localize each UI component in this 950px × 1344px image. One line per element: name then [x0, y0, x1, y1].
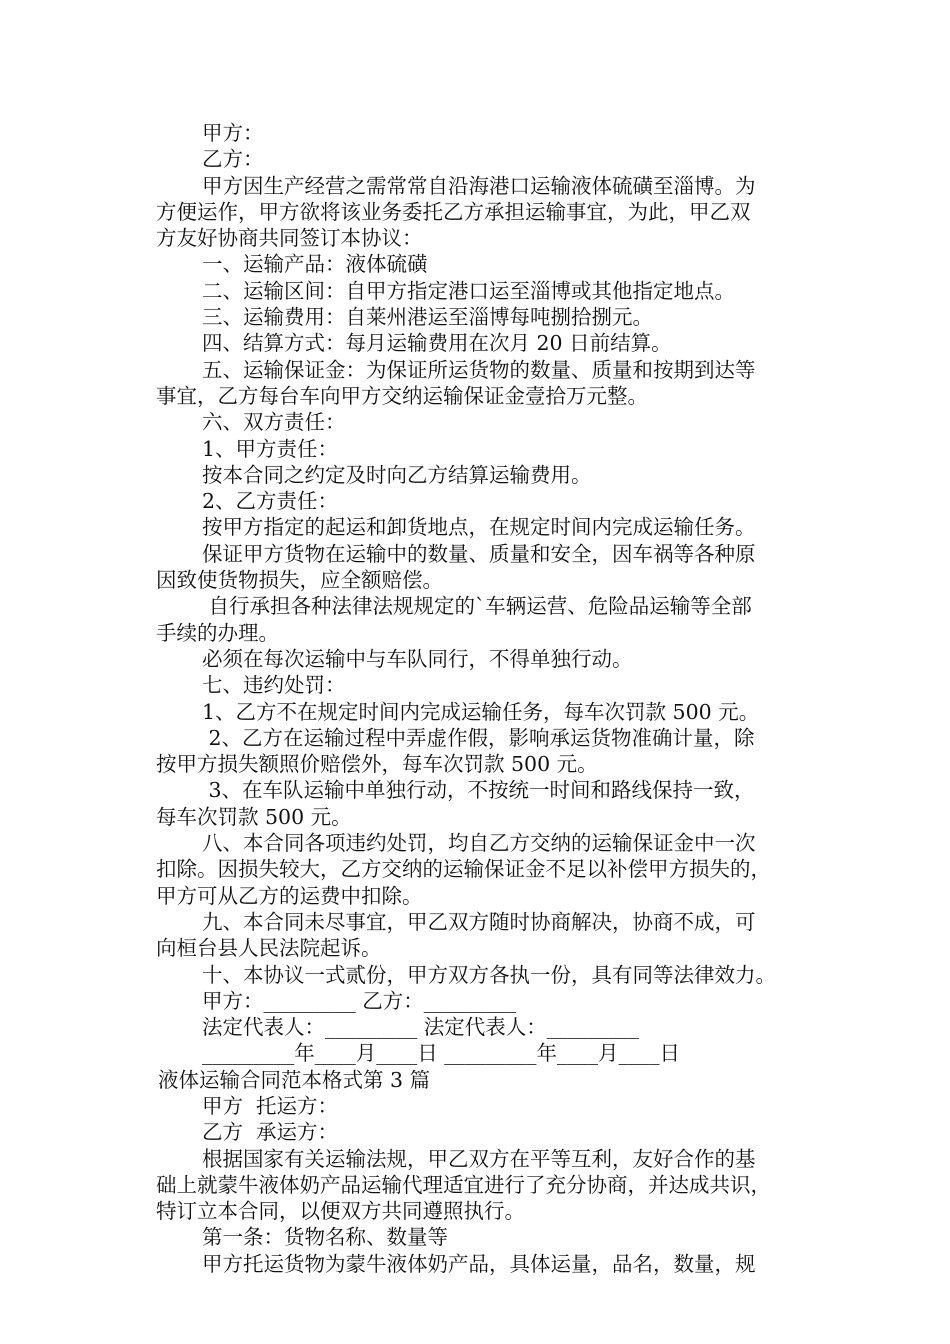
clause-line: 2、乙方在运输过程中弄虚作假，影响承运货物准确计量，除 — [202, 725, 755, 750]
clause-line: 十、本协议一式贰份，甲方双方各执一份，具有同等法律效力。 — [202, 962, 776, 987]
clause-line: 五、运输保证金：为保证所运货物的数量、质量和按期到达等 — [202, 357, 756, 382]
clause-line: 四、结算方式：每月运输费用在次月 20 日前结算。 — [202, 331, 672, 356]
section-title: 液体运输合同范本格式第 3 篇 — [158, 1067, 431, 1092]
preamble-line: 础上就蒙牛液体奶产品运输代理适宜进行了充分协商，并达成共识， — [156, 1172, 771, 1197]
clause-line: 1、甲方责任： — [202, 436, 339, 461]
clause-line: 事宜，乙方每台车向甲方交纳运输保证金壹拾万元整。 — [156, 383, 648, 408]
clause-line: 二、运输区间：自甲方指定港口运至淄博或其他指定地点。 — [202, 278, 735, 303]
clause-line: 按甲方指定的起运和卸货地点，在规定时间内完成运输任务。 — [202, 515, 756, 540]
clause-line: 因致使货物损失，应全额赔偿。 — [156, 568, 443, 593]
party-b-label: 乙方： — [202, 147, 264, 172]
signature-line: 法定代表人：_________ 法定代表人：_________ — [202, 1015, 640, 1040]
signature-line: 甲方：_________ 乙方：_________ — [202, 988, 517, 1013]
clause-line: 每车次罚款 500 元。 — [156, 804, 352, 829]
preamble-line: 方友好协商共同签订本协议： — [156, 226, 423, 251]
clause-line: 3、在车队运输中单独行动，不按统一时间和路线保持一致， — [202, 778, 755, 803]
clause-heading: 六、双方责任： — [202, 410, 346, 435]
preamble-line: 特订立本合同，以便双方共同遵照执行。 — [156, 1199, 525, 1224]
clause-heading: 第一条：货物名称、数量等 — [202, 1225, 448, 1250]
clause-line: 甲方可从乙方的运费中扣除。 — [156, 883, 423, 908]
clause-line: 手续的办理。 — [156, 620, 279, 645]
party-b-label: 乙方 承运方： — [202, 1120, 339, 1145]
party-a-label: 甲方： — [202, 121, 264, 145]
clause-line: 按本合同之约定及时向乙方结算运输费用。 — [202, 462, 592, 487]
clause-line: 按甲方损失额照价赔偿外，每车次罚款 500 元。 — [156, 752, 598, 777]
preamble-line: 方便运作，甲方欲将该业务委托乙方承担运输事宜，为此，甲乙双 — [156, 199, 751, 224]
preamble-line: 根据国家有关运输法规，甲乙双方在平等互利，友好合作的基 — [202, 1146, 756, 1171]
clause-line: 自行承担各种法律法规规定的`车辆运营、危险品运输等全部 — [202, 594, 752, 619]
clause-line: 必须在每次运输中与车队同行，不得单独行动。 — [202, 646, 633, 671]
clause-line: 甲方托运货物为蒙牛液体奶产品，具体运量，品名，数量，规 — [202, 1251, 756, 1276]
document-body — [156, 120, 816, 1277]
clause-line: 扣除。因损失较大，乙方交纳的运输保证金不足以补偿甲方损失的， — [156, 857, 771, 882]
clause-line: 九、本合同未尽事宜，甲乙双方随时协商解决，协商不成，可 — [202, 909, 756, 934]
clause-line: 一、运输产品：液体硫磺 — [202, 252, 428, 277]
clause-line: 八、本合同各项违约处罚，均自乙方交纳的运输保证金中一次 — [202, 831, 756, 856]
clause-line: 1、乙方不在规定时间内完成运输任务，每车次罚款 500 元。 — [202, 699, 760, 724]
date-line: _________年____月____日 _________年____月____日 — [202, 1041, 681, 1066]
clause-heading: 七、违约处罚： — [202, 673, 346, 698]
clause-line: 保证甲方货物在运输中的数量、质量和安全，因车祸等各种原 — [202, 541, 756, 566]
preamble-line: 甲方因生产经营之需常常自沿海港口运输液体硫磺至淄博。为 — [202, 173, 756, 198]
clause-line: 三、运输费用：自莱州港运至淄博每吨捌拾捌元。 — [202, 305, 653, 330]
clause-line: 2、乙方责任： — [202, 489, 339, 514]
party-a-label: 甲方 托运方： — [202, 1093, 339, 1118]
clause-line: 向桓台县人民法院起诉。 — [156, 936, 382, 961]
